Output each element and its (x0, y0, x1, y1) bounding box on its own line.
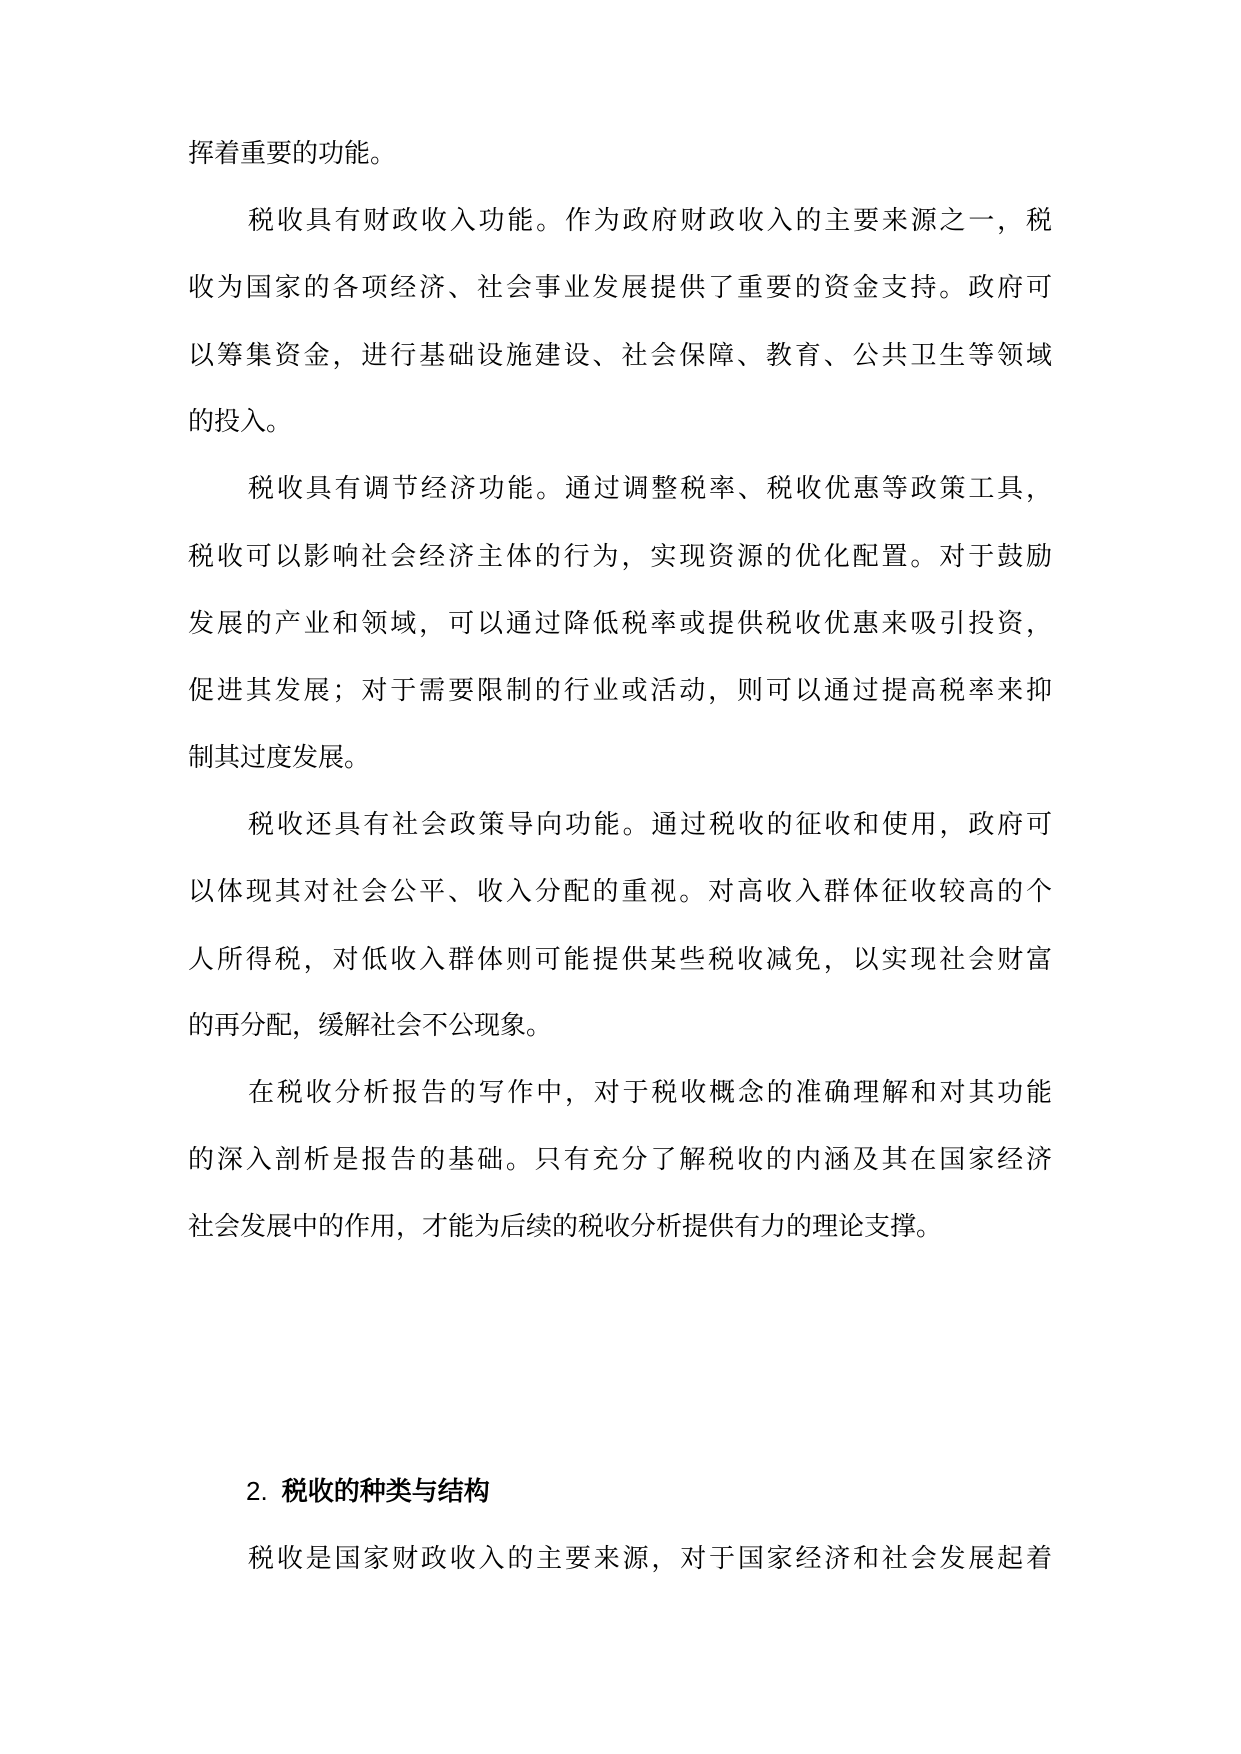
paragraph-line (0, 469, 1241, 509)
section-number: 2. (246, 1476, 268, 1506)
paragraph-line (0, 134, 1241, 174)
paragraph-line (0, 1207, 1241, 1247)
text-line: 促进其发展；对于需要限制的行业或活动，则可以通过提高税率来抑 (188, 676, 1052, 706)
paragraph-line (0, 872, 1241, 912)
text-line: 制其过度发展。 (188, 743, 371, 773)
text-line: 税收可以影响社会经济主体的行为，实现资源的优化配置。对于鼓励 (188, 542, 1052, 572)
text-line: 税收是国家财政收入的主要来源，对于国家经济和社会发展起着 (248, 1544, 1052, 1574)
text-line: 税收还具有社会政策导向功能。通过税收的征收和使用，政府可 (248, 810, 1052, 840)
text-line: 税收具有财政收入功能。作为政府财政收入的主要来源之一，税 (248, 206, 1052, 236)
text-line: 挥着重要的功能。 (188, 139, 397, 169)
paragraph-line (0, 336, 1241, 376)
text-line: 的投入。 (188, 407, 293, 437)
paragraph-line (0, 1140, 1241, 1180)
paragraph-line (0, 402, 1241, 442)
paragraph-line (0, 268, 1241, 308)
section-title: 税收的种类与结构 (281, 1477, 490, 1507)
paragraph-line (0, 201, 1241, 241)
paragraph-line (0, 1006, 1241, 1046)
section-heading (246, 1471, 490, 1511)
text-line: 税收具有调节经济功能。通过调整税率、税收优惠等政策工具， (248, 474, 1052, 504)
paragraph-line (0, 940, 1241, 980)
paragraph-line (0, 805, 1241, 845)
paragraph-line (0, 738, 1241, 778)
paragraph-line (0, 671, 1241, 711)
paragraph-line (0, 537, 1241, 577)
text-line: 社会发展中的作用，才能为后续的税收分析提供有力的理论支撑。 (188, 1212, 943, 1242)
text-line: 收为国家的各项经济、社会事业发展提供了重要的资金支持。政府可 (188, 273, 1052, 303)
text-line: 以筹集资金，进行基础设施建设、社会保障、教育、公共卫生等领域 (188, 341, 1052, 371)
text-line: 以体现其对社会公平、收入分配的重视。对高收入群体征收较高的个 (188, 877, 1052, 907)
paragraph-line (0, 1539, 1241, 1579)
text-line: 人所得税，对低收入群体则可能提供某些税收减免，以实现社会财富 (188, 945, 1052, 975)
text-line: 发展的产业和领域，可以通过降低税率或提供税收优惠来吸引投资， (188, 609, 1052, 639)
paragraph-line (0, 1073, 1241, 1113)
paragraph-line (0, 604, 1241, 644)
text-line: 在税收分析报告的写作中，对于税收概念的准确理解和对其功能 (248, 1078, 1052, 1108)
text-line: 的再分配，缓解社会不公现象。 (188, 1011, 553, 1041)
text-line: 的深入剖析是报告的基础。只有充分了解税收的内涵及其在国家经济 (188, 1145, 1052, 1175)
